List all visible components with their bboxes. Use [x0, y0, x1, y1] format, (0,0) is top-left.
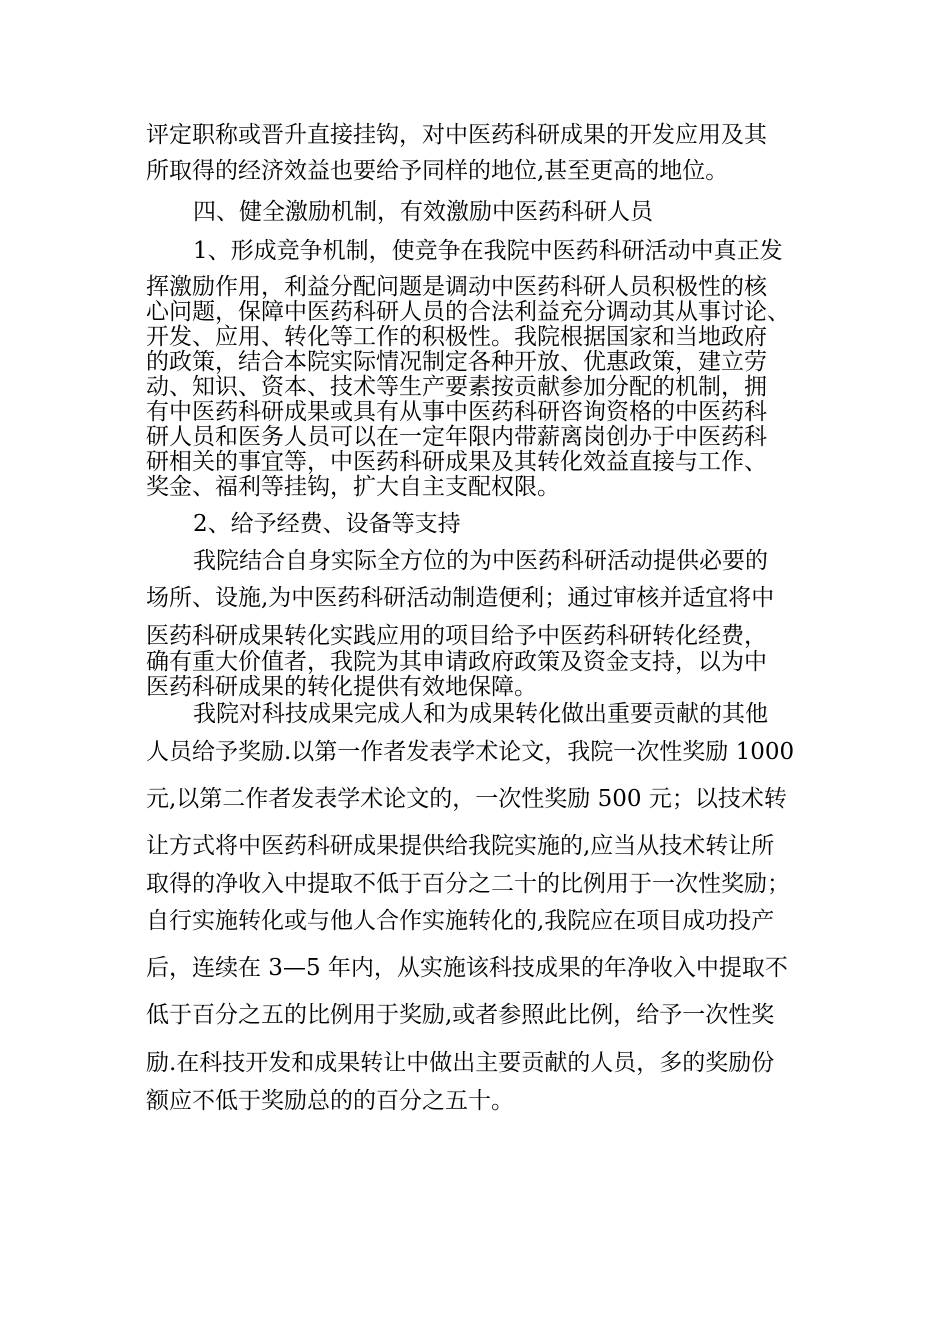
- body-line: 医药科研成果转化实践应用的项目给予中医药科研转化经费，: [146, 623, 767, 649]
- body-line: 元,以第二作者发表学术论文的，一次性奖励 500 元；以技术转: [146, 786, 787, 812]
- body-line: 有中医药科研成果或具有从事中医药科研咨询资格的中医药科: [146, 399, 767, 425]
- body-line: 开发、应用、转化等工作的积极性。我院根据国家和当地政府: [146, 324, 767, 350]
- body-line: 心问题，保障中医药科研人员的合法利益充分调动其从事讨论、: [146, 299, 790, 325]
- body-line: 低于百分之五的比例用于奖励,或者参照此比例，给予一次性奖: [146, 1002, 775, 1028]
- body-line: 的政策，结合本院实际情况制定各种开放、优惠政策，建立劳: [146, 349, 767, 375]
- subsection-heading: 2、给予经费、设备等支持: [193, 511, 461, 537]
- body-line: 动、知识、资本、技术等生产要素按贡献参加分配的机制，拥: [146, 374, 767, 400]
- body-line: 人员给予奖励.以第一作者发表学术论文，我院一次性奖励 1000: [146, 739, 795, 765]
- body-line: 额应不低于奖励总的的百分之五十。: [146, 1088, 514, 1114]
- body-line: 确有重大价值者，我院为其申请政府政策及资金支持，以为中: [146, 649, 767, 675]
- body-line: 奖金、福利等挂钩，扩大自主支配权限。: [146, 474, 560, 500]
- body-line: 让方式将中医药科研成果提供给我院实施的,应当从技术转让所: [146, 833, 775, 859]
- body-line: 场所、设施,为中医药科研活动制造便利；通过审核并适宜将中: [146, 585, 775, 611]
- body-line: 研人员和医务人员可以在一定年限内带薪离岗创办于中医药科: [146, 424, 767, 450]
- section-heading: 四、健全激励机制，有效激励中医药科研人员: [193, 199, 653, 225]
- body-line: 后，连续在 3—5 年内，从实施该科技成果的年净收入中提取不: [146, 955, 788, 981]
- paragraph-start: 我院结合自身实际全方位的为中医药科研活动提供必要的: [193, 548, 768, 574]
- paragraph-start: 我院对科技成果完成人和为成果转化做出重要贡献的其他: [193, 701, 768, 727]
- subsection-heading: 1、形成竞争机制，使竞争在我院中医药科研活动中真正发: [193, 238, 783, 264]
- body-line: 所取得的经济效益也要给予同样的地位,甚至更高的地位。: [146, 158, 729, 184]
- body-line: 挥激励作用，利益分配问题是调动中医药科研人员积极性的核: [146, 274, 767, 300]
- body-line: 取得的净收入中提取不低于百分之二十的比例用于一次性奖励；: [146, 871, 790, 897]
- body-line: 评定职称或晋升直接挂钩，对中医药科研成果的开发应用及其: [146, 122, 767, 148]
- body-line: 励.在科技开发和成果转让中做出主要贡献的人员，多的奖励份: [146, 1050, 775, 1076]
- body-line: 医药科研成果的转化提供有效地保障。: [146, 674, 537, 700]
- body-line: 自行实施转化或与他人合作实施转化的,我院应在项目成功投产: [146, 908, 775, 934]
- body-line: 研相关的事宜等，中医药科研成果及其转化效益直接与工作、: [146, 449, 767, 475]
